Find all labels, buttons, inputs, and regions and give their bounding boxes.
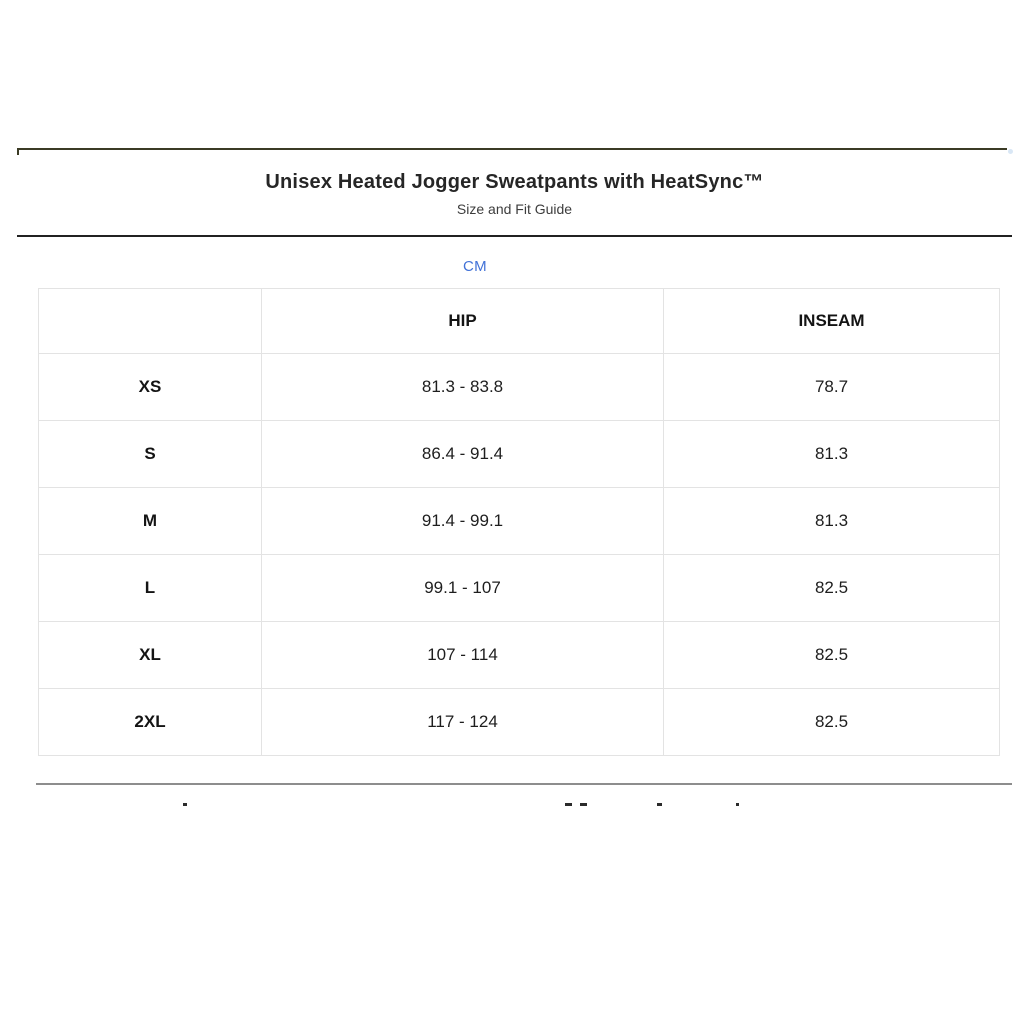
table-row — [39, 689, 1000, 756]
table-row — [39, 488, 1000, 555]
size-cell: 2XL — [39, 689, 262, 756]
table-row — [39, 622, 1000, 689]
size-cell: XS — [39, 354, 262, 421]
inseam-cell: 82.5 — [664, 689, 1000, 756]
table-row — [39, 354, 1000, 421]
clipped-glyph — [565, 803, 572, 806]
size-cell: S — [39, 421, 262, 488]
size-cell: XL — [39, 622, 262, 689]
header-divider — [17, 235, 1012, 237]
top-divider-corner — [17, 148, 19, 155]
clipped-glyph — [183, 803, 187, 806]
size-cell: L — [39, 555, 262, 622]
size-table — [38, 288, 1000, 756]
hip-cell: 107 - 114 — [262, 622, 664, 689]
clipped-glyph — [736, 803, 739, 806]
table-header-row — [39, 289, 1000, 354]
hip-cell: 117 - 124 — [262, 689, 664, 756]
bottom-divider — [36, 783, 1012, 785]
size-cell: M — [39, 488, 262, 555]
table-row — [39, 421, 1000, 488]
inseam-cell: 81.3 — [664, 488, 1000, 555]
col-header-inseam: INSEAM — [664, 289, 1000, 354]
hip-cell: 81.3 - 83.8 — [262, 354, 664, 421]
hip-cell: 86.4 - 91.4 — [262, 421, 664, 488]
hip-cell: 99.1 - 107 — [262, 555, 664, 622]
inseam-cell: 78.7 — [664, 354, 1000, 421]
col-header-size — [39, 289, 262, 354]
inseam-cell: 82.5 — [664, 622, 1000, 689]
page-title: Unisex Heated Jogger Sweatpants with HeatSync™ — [265, 171, 764, 193]
page-subtitle: Size and Fit Guide — [456, 201, 573, 217]
hip-cell: 91.4 - 99.1 — [262, 488, 664, 555]
unit-tab-cm[interactable]: CM — [463, 258, 487, 275]
top-divider — [17, 148, 1007, 150]
clipped-glyph — [657, 803, 662, 806]
artifact-dot — [1008, 149, 1013, 154]
inseam-cell: 81.3 — [664, 421, 1000, 488]
clipped-glyph — [580, 803, 587, 806]
inseam-cell: 82.5 — [664, 555, 1000, 622]
table-row — [39, 555, 1000, 622]
col-header-hip: HIP — [262, 289, 664, 354]
